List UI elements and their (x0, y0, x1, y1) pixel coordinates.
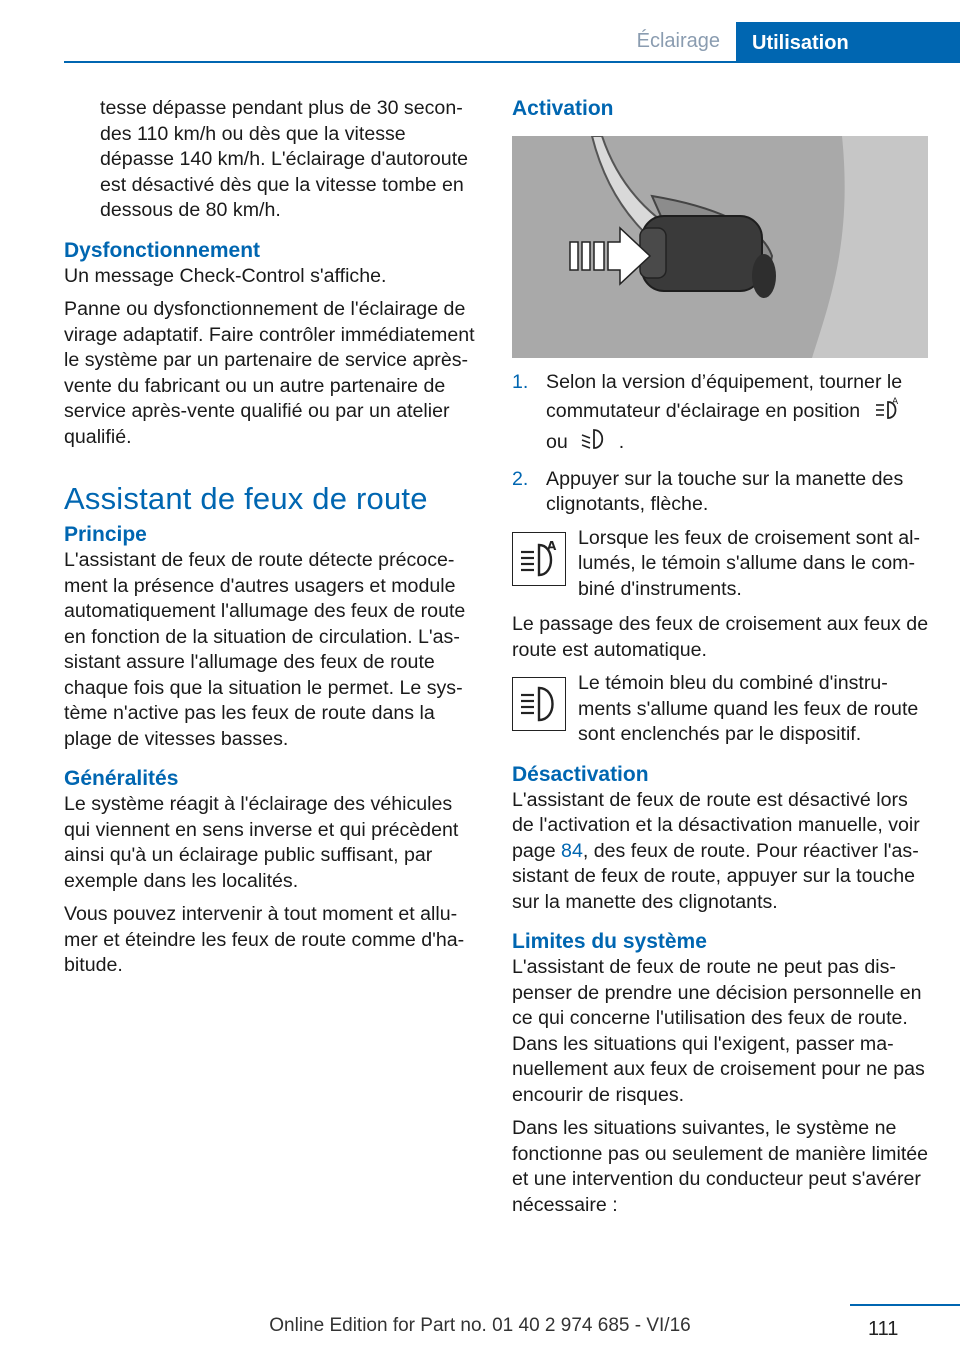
turn-signal-lever-illustration (512, 136, 928, 358)
svg-text:A: A (891, 396, 898, 407)
high-beam-assistant-indicator-icon (512, 532, 566, 586)
intro-paragraph: tesse dépasse pendant plus de 30 secondes 110 km/h ou dès que la vitesse dépasse 140 km/h. L'éclairage d'autoroute est désactivé dès que la vitesse tombe en dessous de 80 km/h. (100, 97, 469, 221)
limites-paragraph-2: Dans les situations suivantes, le système ne fonctionne pas ou seulement de manière limitée et une intervention du conducteur peut s'avérer nécessaire : (512, 1117, 929, 1216)
generalites-paragraph-1: Le système réagit à l'éclairage des véhicules qui viennent en sens inverse et qui précèdent ainsi qu'à un éclairage public suffisant, par exemple dans les localités. (64, 793, 459, 892)
heading-assistant-feux-de-route: Assistant de feux de route (64, 481, 428, 516)
auto-headlight-icon (872, 396, 902, 428)
heading-dysfonctionnement: Dysfonctionnement (64, 238, 261, 262)
heading-generalites: Généralités (64, 767, 179, 790)
heading-activation: Activation (512, 97, 614, 120)
header-chapter-tab: Utilisation (736, 22, 960, 63)
desactivation-paragraph: L'assistant de feux de route est désactivé lors de l'activation et la désactivation manuelle, voir page 84, des feux de route. Pour réactiver l'assistant de feux de route, appuyer sur la touche sur la manette des clignotants. (512, 788, 920, 913)
heading-desactivation: Désactivation (512, 762, 649, 786)
heading-limites-systeme: Limites du système (512, 930, 707, 953)
step-2 (512, 467, 930, 518)
step-1-number: 1. (512, 371, 529, 393)
right-column (512, 96, 930, 1226)
principe-paragraph: L'assistant de feux de route détecte précocement la présence d'autres usagers et module automatiquement l'allumage des feux de route en fonction de la situation de circulation. L'assistant assure l'allumage des feux de route chaque fois que la situation le permet. Le système n'active pas les feux de route dans la plage de vitesses basses. (64, 549, 466, 750)
step-1-or: ou (546, 430, 568, 453)
generalites-paragraph-2: Vous pouvez intervenir à tout moment et allumer et éteindre les feux de route comme d'habitude. (64, 903, 465, 976)
header-rule (64, 61, 960, 63)
heading-principe: Principe (64, 523, 147, 546)
step-1-text: Selon la version d’équipement, tourner le commutateur d'éclairage en position (546, 371, 903, 422)
page-number: 111 (868, 1318, 899, 1340)
malfunction-paragraph-2: Panne ou dysfonctionnement de l'éclairage de virage adaptatif. Faire contrôler immédiatement le système par un partenaire de service après-vente du fabricant ou un autre partenaire de service après-vente qualifié ou par un atelier qualifié. (64, 298, 475, 448)
step-2-text: Appuyer sur la touche sur la manette des clignotants, flèche. (546, 467, 904, 515)
left-column (64, 96, 482, 987)
header-section-title: Éclairage (636, 30, 720, 52)
malfunction-paragraph-1: Un message Check-Control s'affiche. (64, 264, 387, 287)
limites-paragraph-1: L'assistant de feux de route ne peut pas dispenser de prendre une décision personnelle en ce qui concerne l'utilisation des feux de route. Dans les situations qui l'exigent, passer manuellement aux feux de croisement pour ne pas encourir de risques. (512, 956, 925, 1106)
step-2-number: 2. (512, 467, 529, 490)
step-1-end: . (618, 430, 625, 453)
passage-paragraph: Le passage des feux de croisement aux feux de route est automatique. (512, 613, 929, 661)
callout-1-text: Lorsque les feux de croisement sont allumés, le témoin s'allume dans le combiné d'instruments. (578, 526, 920, 600)
low-beam-icon (579, 427, 607, 459)
footer-rule (850, 1304, 960, 1306)
footer-edition: Online Edition for Part no. 01 40 2 974 685 - VI/16 (269, 1315, 691, 1336)
callout-indicator-auto (512, 526, 930, 603)
svg-text:A: A (547, 538, 557, 553)
page-84-link[interactable]: 84 (561, 839, 583, 862)
callout-2-text: Le témoin bleu du combiné d'instruments s'allume quand les feux de route sont enclenchés par le dispositif. (578, 672, 919, 745)
step-1 (512, 370, 930, 459)
high-beam-indicator-icon (512, 677, 566, 731)
callout-indicator-high-beam (512, 671, 930, 748)
